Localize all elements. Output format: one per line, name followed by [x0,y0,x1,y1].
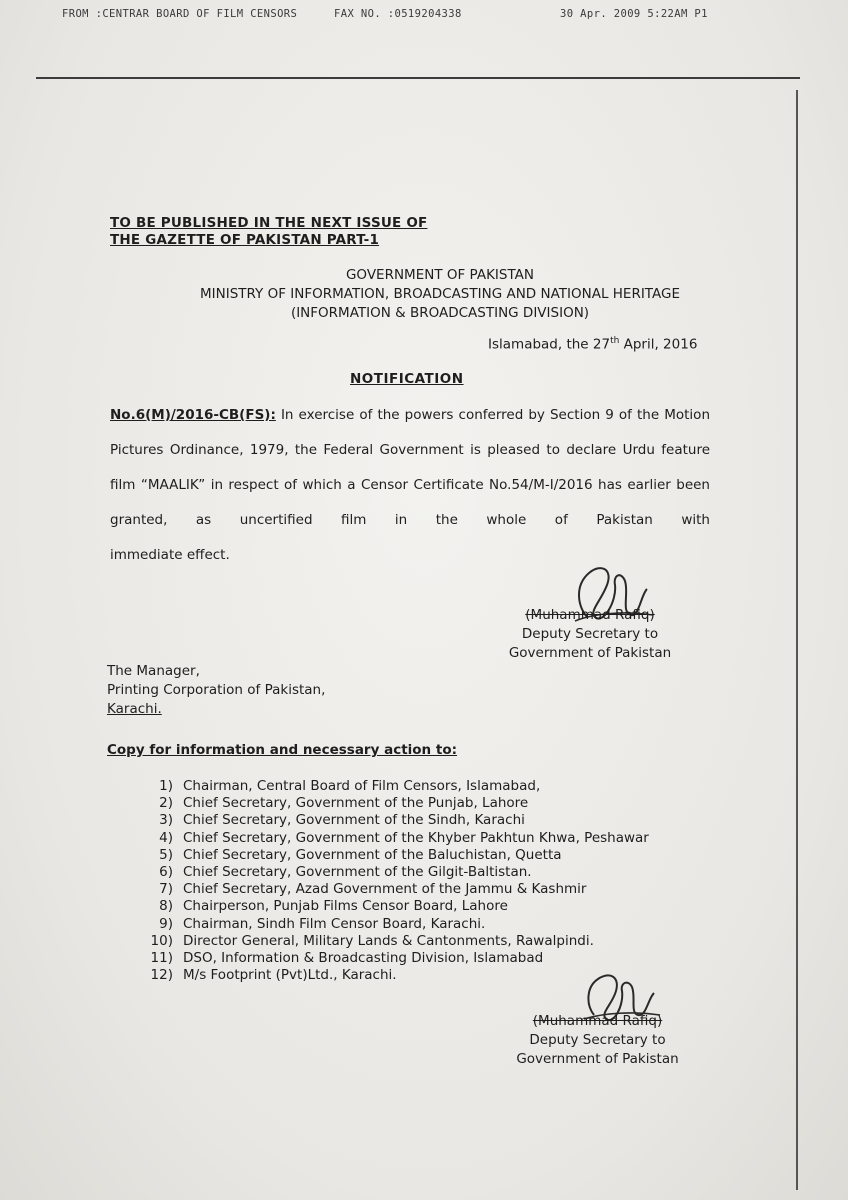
gazette-note [110,215,427,249]
list-item-text: Chief Secretary, Government of the Baluchistan, Quetta [183,846,562,863]
body-line-3: Urdu feature film “MAALIK” in respect of which a Censor Certificate No.54/M-I/2016 [110,442,711,493]
list-item-number: 8) [159,898,173,915]
signature-block-1 [500,606,680,663]
body-line-4: has earlier been granted, as uncertified film in the whole of Pakistan with [110,477,710,528]
copy-title: Copy for information and necessary action to: [107,742,457,758]
body-line-1: In exercise of the powers conferred by Section 9 of the [275,407,660,423]
dateline-suffix: th [610,336,620,346]
list-item-text: Chief Secretary, Azad Government of the Jammu & Kashmir [183,881,587,898]
notification-reference: No.6(M)/2016-CB(FS): [110,407,276,423]
list-item-number: 12) [150,967,173,984]
list-item-text: Chief Secretary, Government of the Gilgit-Baltistan. [183,864,532,881]
body-line-2: Motion Pictures Ordinance, 1979, the Federal Government is pleased to declare [110,407,711,458]
list-item-number: 7) [159,881,173,898]
body-line-5: immediate effect. [110,547,230,563]
list-item-number: 10) [150,932,173,949]
addressee [107,662,325,719]
fax-date: 30 Apr. 2009 5:22AM P1 [560,8,708,20]
list-item-text: M/s Footprint (Pvt)Ltd., Karachi. [183,967,397,984]
notification-body [110,398,710,573]
list-item-number: 5) [159,846,173,863]
signatory-title: Deputy Secretary to [521,626,659,642]
list-item-text: Chairman, Sindh Film Censor Board, Karachi. [183,915,486,932]
list-item-text: Chairperson, Punjab Films Censor Board, Lahore [183,898,508,915]
signatory-title: Deputy Secretary to [529,1032,666,1048]
list-item-text: Director General, Military Lands & Cantonments, Rawalpindi. [183,932,594,949]
side-divider [796,90,798,1190]
list-item-number: 1) [159,778,173,794]
list-item-number: 4) [159,829,173,846]
addressee-line-2: Printing Corporation of Pakistan, [107,682,326,698]
list-item-number: 3) [159,812,173,829]
addressee-line-1: The Manager, [107,663,200,679]
letterhead [90,266,790,323]
top-divider [36,77,800,79]
division-heading: (INFORMATION & BROADCASTING DIVISION) [290,305,590,321]
gazette-line-1: TO BE PUBLISHED IN THE NEXT ISSUE OF [110,215,428,231]
signatory-name: (Muhammad Rafiq) [532,1013,663,1029]
signature-block-2 [505,1012,690,1069]
gazette-line-2: THE GAZETTE OF PAKISTAN PART-1 [110,232,380,248]
list-item [135,881,649,898]
list-item-text: Chief Secretary, Government of the Khyber Pakhtun Khwa, Peshawar [183,829,649,846]
list-item-text: DSO, Information & Broadcasting Division, Islamabad [183,950,544,967]
list-item [135,778,649,795]
government-heading: GOVERNMENT OF PAKISTAN [345,267,535,283]
list-item [135,812,649,829]
dateline-prefix: Islamabad, the 27 [488,336,611,353]
dateline-rest: April, 2016 [619,336,698,353]
list-item [135,830,649,847]
addressee-line-3: Karachi. [107,701,162,717]
list-item [135,933,649,950]
list-item-number: 2) [159,795,173,812]
list-item [135,916,649,933]
notification-title: NOTIFICATION [350,371,464,387]
dateline [488,336,697,353]
fax-number: FAX NO. :0519204338 [334,8,462,20]
list-item-number: 11) [150,950,173,967]
signatory-org: Government of Pakistan [516,1051,679,1067]
fax-header [62,8,822,28]
list-item-text: Chief Secretary, Government of the Punjab, Lahore [183,795,529,812]
list-item [135,898,649,915]
list-item-number: 6) [159,864,173,881]
list-item-text: Chairman, Central Board of Film Censors, Islamabad, [183,778,541,794]
list-item [135,795,649,812]
list-item-text: Chief Secretary, Government of the Sindh, Karachi [183,812,525,829]
list-item [135,847,649,864]
ministry-heading: MINISTRY OF INFORMATION, BROADCASTING AND NATIONAL HERITAGE [200,286,680,302]
signatory-name: (Muhammad Rafiq) [525,607,655,623]
fax-from: FROM :CENTRAR BOARD OF FILM CENSORS [62,8,298,20]
copy-list [135,778,649,984]
signatory-org: Government of Pakistan [508,645,672,661]
list-item-number: 9) [159,915,173,932]
list-item [135,864,649,881]
